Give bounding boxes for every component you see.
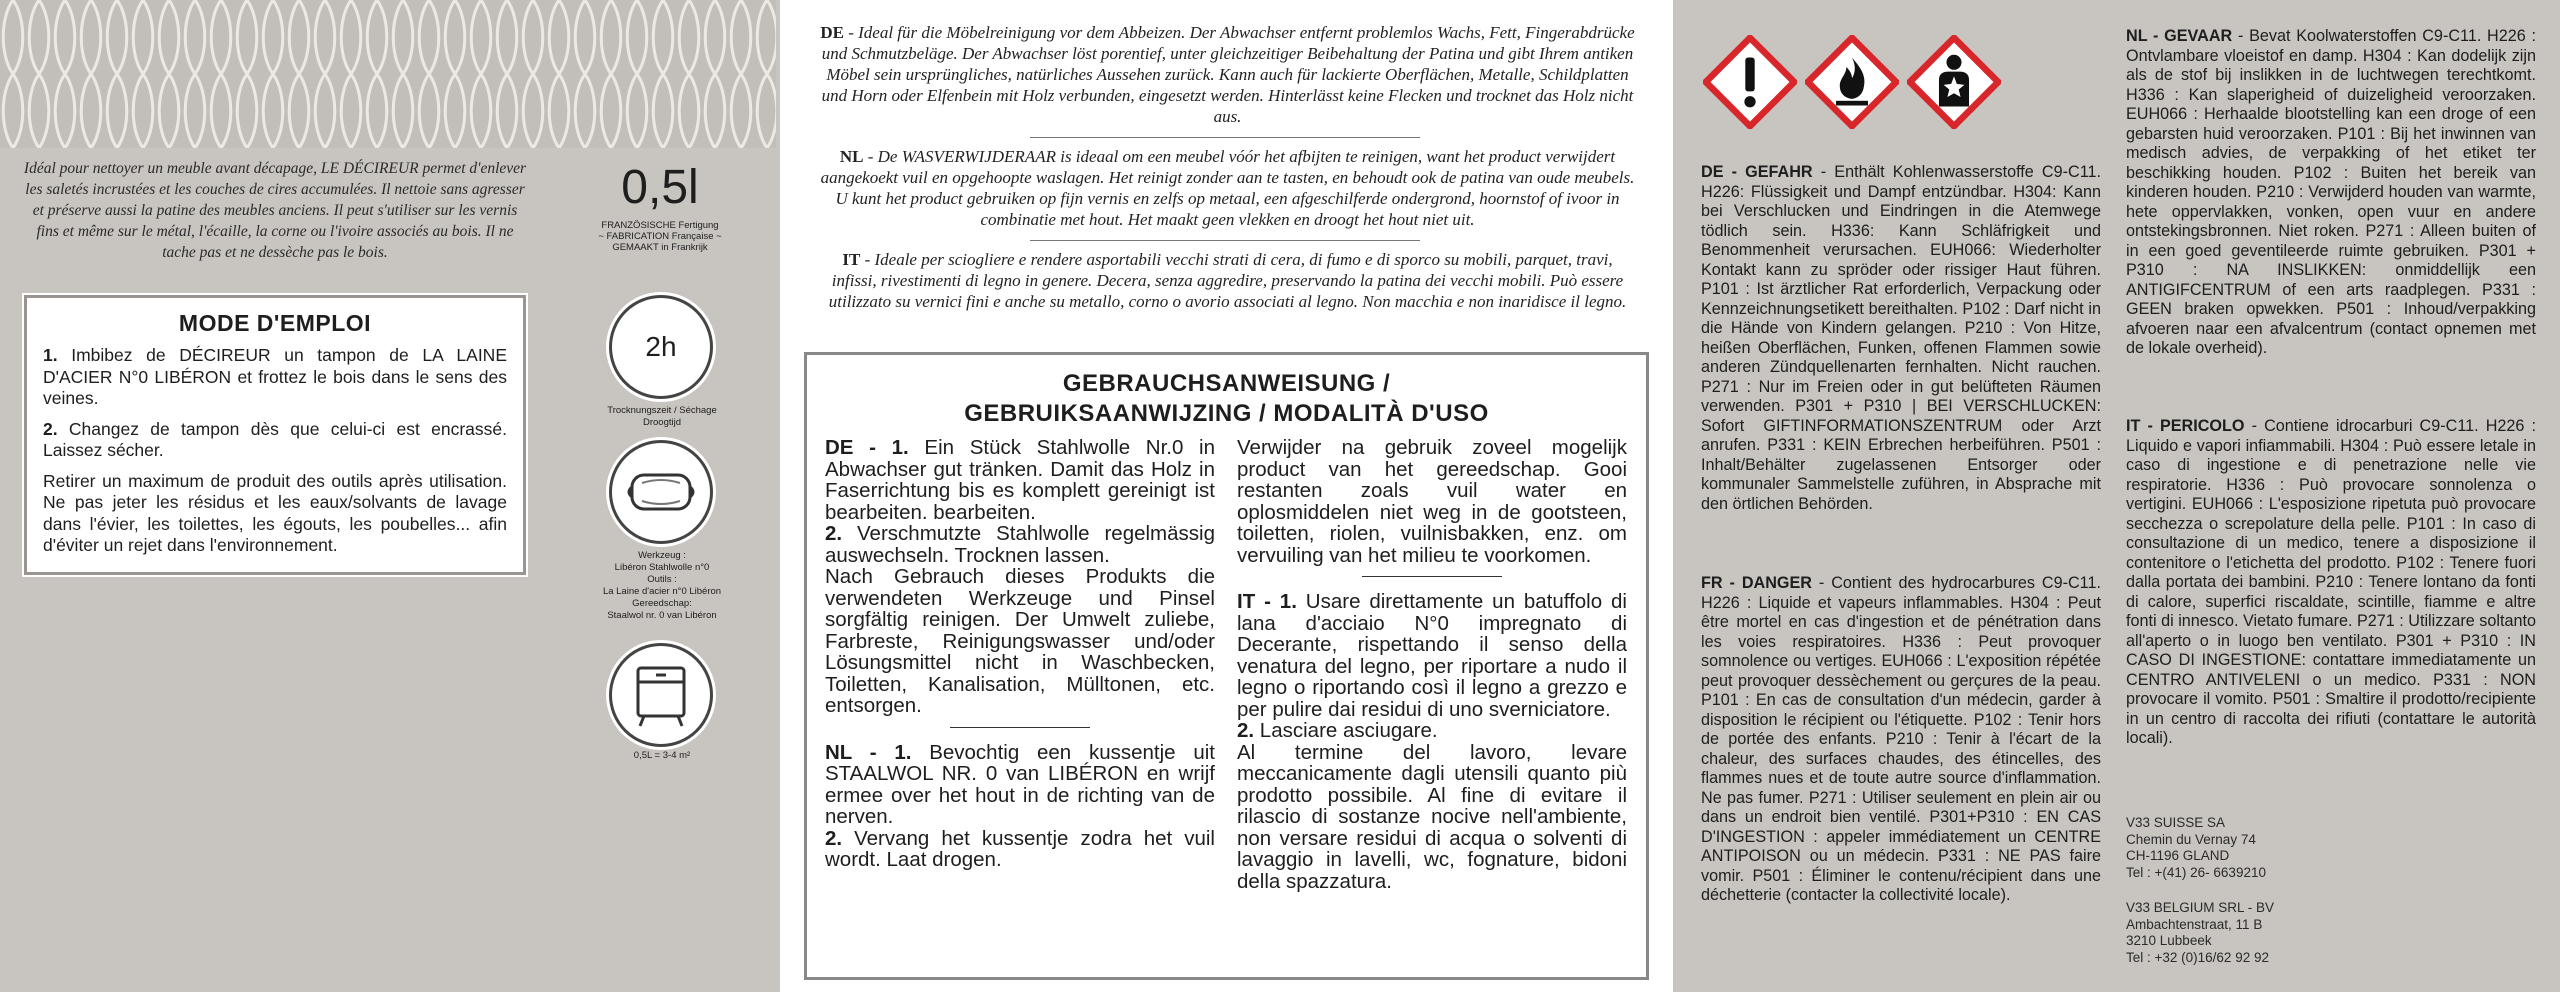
- de-description-text: - Ideal für die Möbelreinigung vor dem Abbeizen. Der Abwachser entfernt problemlos Wachs, Fett, Fingerabdrücke und Schmutzbeläge. Der Abwachser löst porentief, unter gleichzeitiger Beibehaltung der Patina und gibt Ihrem antiken Möbel sein ursprüngliches, natürliches Aussehen zurück. Kann auch für lackierte Oberflächen, Metalle, Schildplatten und Horn oder Elfenbein mit Holz verbunden, eingesetzt werden. Hinterlässt keine Flecken und trocknet das Holz nicht aus.: [821, 23, 1635, 126]
- hazard-label-nl: NL - GEVAAR: [2126, 27, 2233, 45]
- health-hazard-icon: [1907, 35, 2001, 129]
- nl-step-1-label: NL - 1.: [825, 740, 912, 764]
- tool-caption-line4: La Laine d'acier n°0 Libéron: [602, 586, 722, 597]
- made-in-france-label: [565, 220, 755, 253]
- hazard-body-nl: - Bevat Koolwaterstoffen C9-C11. H226 : Ontvlambare vloeistof en damp. H304 : Kan dodelijk zijn als de stof bij inslikken in de luchtwegen terechtkomt. H336 : Kan slaperigheid of duizeligheid veroorzaken. EUH066 : Herhaalde blootstelling kan een droge of een gebarsten huid veroorzaken. P101 : Bij het inwinnen van medisch advies, de verpakking of het etiket ter beschikking houden. P102 : Buiten het bereik van kinderen houden. P210 : Verwijderd houden van warmte, hete oppervlakken, vonken, open vuur en andere ontstekingsbronnen. Niet roken. P271 : Alleen buiten of in een goed geventileerde ruimte gebruiken. P301 + P310 : NA INSLIKKEN: onmiddellijk een ANTIGIFCENTRUM of een arts raadplegen. P331 : GEEN braken opwekken. P501 : Inhoud/verpakking afvoeren naar een afvalcentrum (contact opnemen met de lokale overheid).: [2126, 27, 2536, 357]
- usage-column-right: [1237, 437, 1627, 892]
- de-step-1-text: Ein Stück Stahlwolle Nr.0 in Abwachser gut tränken. Damit das Holz in Faserrichtung bis es komplett gereinigt ist bearbeiten. bearbeiten.: [825, 436, 1215, 524]
- hazard-label-it: IT - PERICOLO: [2126, 417, 2245, 435]
- middle-panel: [780, 0, 1673, 992]
- drying-caption-line1: Trocknungszeit / Séchage: [607, 405, 717, 416]
- furniture-icon: [612, 646, 710, 744]
- mode-step-1: [43, 345, 507, 410]
- steel-wool-icon: [612, 443, 710, 541]
- address-suisse: [2126, 815, 2426, 881]
- hazard-pictograms: [1703, 35, 2001, 129]
- drying-time-caption: [570, 405, 754, 429]
- divider: [950, 727, 1090, 728]
- hazard-body-de: - Enthält Kohlenwasserstoffe C9-C11. H226: Flüssigkeit und Dampf entzündbar. H304: Kann bei Verschlucken und Eindringen in die Atemwege tödlich sein. H336: Kann Schläfrigkeit und Benommenheit verursachen. EUH066: Wiederholter Kontakt kann zu spröder oder rissiger Haut führen. P101 : Ist ärztlicher Rat erforderlich, Verpackung oder Kennzeichnungsetikett bereithalten. P102 : Darf nicht in die Hände von Kindern gelangen. P210 : Von Hitze, heißen Oberflächen, Funken, offenen Flammen sowie anderen Zündquellenarten fernhalten. Nicht rauchen. P271 : Nur im Freien oder in gut belüfteten Räumen verwenden. P301 + P310 | BEI VERSCHLUCKEN: Sofort GIFTINFORMATIONSZENTRUM oder Arzt anrufen. P331 : KEIN Erbrechen herbeiführen. P501 : Inhalt/Behälter zugelassenen Entsorger oder kommunaler Sammelstelle zuführen, in Absprache mit den örtlichen Behörden.: [1701, 163, 2101, 513]
- nl-tag: NL: [839, 147, 864, 166]
- nl-step-1-text: Bevochtig een kussentje uit STAALWOL NR. 0 van LIBÉRON en wrijf ermee over het hout in de richting van de nerven.: [825, 740, 1215, 828]
- usage-title-line2: GEBRUIKSAANWIJZING / MODALITÀ D'USO: [964, 400, 1489, 427]
- address-phone: Tel : +(41) 26- 6639210: [2126, 864, 2266, 880]
- it-step-2-text: Lasciare asciugare.: [1254, 719, 1438, 742]
- address-line: Ambachtenstraat, 11 B: [2126, 916, 2263, 932]
- de-step-2: [825, 523, 1215, 566]
- de-tag: DE: [820, 23, 844, 42]
- de-step-1: [825, 437, 1215, 523]
- divider: [1030, 137, 1420, 138]
- hazard-label-de: DE - GEFAHR: [1701, 163, 1813, 181]
- nl-step-2-label: 2.: [825, 826, 843, 850]
- right-panel: [1673, 0, 2560, 992]
- step-1-text: Imbibez de DÉCIREUR un tampon de LA LAINE D'ACIER N°0 LIBÉRON et frottez le bois dans le sens des veines.: [43, 345, 507, 408]
- nl-step-1: [825, 742, 1215, 828]
- made-line-nl: GEMAAKT in Frankrijk: [612, 242, 708, 253]
- tool-caption-line1: Werkzeug :: [638, 550, 686, 561]
- mode-emploi-box: [24, 295, 526, 575]
- hazard-text-fr: [1701, 574, 2101, 906]
- hazard-label-fr: FR - DANGER: [1701, 574, 1812, 592]
- decorative-wave-pattern: [0, 0, 776, 148]
- it-step-1: [1237, 591, 1627, 720]
- exclamation-mark-icon: [1703, 35, 1797, 129]
- nl-step-2-text: Vervang het kussentje zodra het vuil wordt. Laat drogen.: [825, 826, 1215, 871]
- tool-badge: [609, 440, 713, 544]
- address-line: CH-1196 GLAND: [2126, 848, 2230, 863]
- it-description-text: - Ideale per sciogliere e rendere asportabili vecchi strati di cera, di fumo e di sporco su mobili, parquet, travi, infissi, rivestimenti di legno in genere. Decera, senza aggredire, preservando la patina dei vecchi mobili. Può essere utilizzato su vernici fini e anche su metallo, corno o avorio associati al legno. Non macchia e non inaridisce il legno.: [828, 250, 1627, 311]
- de-step-2-label: 2.: [825, 522, 843, 545]
- hazard-text-nl: [2126, 27, 2536, 359]
- usage-title: [825, 369, 1628, 429]
- drying-time-badge: [609, 295, 713, 399]
- it-step-2-label: 2.: [1237, 719, 1255, 742]
- mode-step-2: [43, 419, 507, 462]
- step-2-text: Changez de tampon dès que celui-ci est encrassé. Laissez sécher.: [43, 418, 507, 460]
- it-note: Al termine del lavoro, levare meccanicamente dagli utensili quanto più prodotto possibile. Al fine di evitare il rilascio di sostanze nocive nell'ambiente, non versare residui di acqua o solventi di lavaggio in lavelli, wc, fognature, bidoni della spazzatura.: [1237, 740, 1627, 893]
- de-step-2-text: Verschmutzte Stahlwolle regelmässig auswechseln. Trocknen lassen.: [825, 522, 1215, 567]
- volume-block: [565, 162, 755, 253]
- left-panel: [0, 0, 780, 992]
- hazard-text-de: [1701, 163, 2101, 514]
- step-1-number: 1.: [43, 345, 58, 365]
- address-phone: Tel : +32 (0)16/62 92 92: [2126, 949, 2269, 965]
- made-line-fr: ~ FABRICATION Française ~: [598, 231, 722, 242]
- volume-label: 0,5l: [621, 161, 699, 214]
- flame-icon: [1805, 35, 1899, 129]
- address-line: V33 SUISSE SA: [2126, 815, 2226, 830]
- address-line: 3210 Lubbeek: [2126, 933, 2212, 948]
- tool-caption-line5: Gereedschap:: [632, 598, 692, 609]
- description-de: [820, 22, 1635, 127]
- usage-instructions-box: [804, 352, 1649, 980]
- product-description-fr: Idéal pour nettoyer un meuble avant décapage, LE DÉCIREUR permet d'enlever les saletés incrustées et les couches de cires accumulées. Il nettoie sans agresser et préserve aussi la patine des meubles anciens. Il peut s'utiliser sur les vernis fins et même sur le métal, l'écaille, la corne ou l'ivoire associés au bois. Il ne tache pas et ne dessèche pas le bois.: [23, 160, 527, 261]
- nl-note: Verwijder na gebruik zoveel mogelijk product van het gereedschap. Gooi restanten zoals vuil water en oplosmiddelen niet weg in de gootsteen, toiletten, riolen, vuilnisbakken, enz. om vervuiling van het milieu te voorkomen.: [1237, 436, 1627, 567]
- tool-caption-line2: Libéron Stahlwolle n°0: [614, 562, 710, 573]
- tool-caption: [570, 550, 754, 622]
- hazard-body-it: - Contiene idrocarburi C9-C11. H226 : Liquido e vapori infiammabili. H304 : Può essere letale in caso di ingestione e di penetrazione nelle vie respiratorie. H336 : Può provocare sonnolenza o vertigini. EUH066 : L'esposizione ripetuta può provocare secchezza o screpolature della pelle. P101 : In caso di consultazione di un medico, tenere a disposizione il contenitore o l'etichetta del prodotto. P102 : Tenere fuori dalla portata dei bambini. P210 : Tenere lontano da fonti di calore, superfici riscaldate, scintille, fiamme e altre fonti di innesco. Vietato fumare. P271 : Utilizzare soltanto all'aperto o in luogo ben ventilato. P301 + P310 : IN CASO DI INGESTIONE: contattare immediatamente un CENTRO ANTIVELENI o un medico. P331 : NON provocare il vomito. P501 : Smaltire il prodotto/recipiente in un centro di raccolta dei rifiuti (contattare le autorità locali).: [2126, 417, 2537, 747]
- nl-step-2: [825, 828, 1215, 871]
- it-tag: IT: [842, 250, 861, 269]
- mode-emploi-title: MODE D'EMPLOI: [178, 310, 372, 336]
- hazard-body-fr: - Contient des hydrocarbures C9-C11. H226 : Liquide et vapeurs inflammables. H304 : Peut être mortel en cas d'ingestion et de pénétration dans les voies respiratoires. H336 : Peut provoquer somnolence ou vertiges. EUH066 : L'exposition répétée peut provoquer dessèchement ou gerçures de la peau. P101 : En cas de consultation d'un médecin, garder à disposition le récipient ou l'étiquette. P102 : Tenir hors de portée des enfants. P210 : Tenir à l'écart de la chaleur, des surfaces chaudes, des étincelles, des flammes nues et de toute autre source d'inflammation. Ne pas fumer. P271 : Utiliser seulement en plein air ou dans un endroit bien ventilé. P301+P310 : EN CAS D'INGESTION : appeler immédiatement un CENTRE ANTIPOISON ou un médecin. P331 : NE PAS faire vomir. P501 : Éliminer le contenu/récipient dans une déchetterie (contacter la collectivité locale).: [1701, 574, 2101, 904]
- step-2-number: 2.: [43, 418, 58, 439]
- description-it: [820, 249, 1635, 312]
- usage-title-line1: GEBRAUCHSANWEISUNG /: [1062, 370, 1391, 397]
- made-line-de: FRANZÖSISCHE Fertigung: [601, 220, 719, 231]
- divider: [1030, 240, 1420, 241]
- tool-caption-line6: Staalwol nr. 0 van Libéron: [607, 610, 717, 621]
- drying-time-value: 2h: [645, 331, 677, 362]
- de-note: Nach Gebrauch dieses Produkts die verwendeten Werkzeuge und Pinsel sorgfältig reinigen. Der Umwelt zuliebe, Farbreste, Reinigungswasser und/oder Lösungsmittel nicht in Waschbecken, Toiletten, Kanalisation, Mülltonen, etc. entsorgen.: [825, 565, 1215, 717]
- usage-columns: [825, 437, 1628, 892]
- description-nl: [820, 146, 1635, 230]
- tool-caption-line3: Outils :: [647, 574, 677, 585]
- it-step-1-text: Usare direttamente un batuffolo di lana d'acciaio N°0 impregnato di Decerante, rispettando il senso della venatura del legno, per riportare a nudo il legno o riportando così il legno a grezzo e per pulire dai residui di uno sverniciatore.: [1237, 590, 1627, 721]
- usage-column-left: [825, 437, 1215, 892]
- mode-note: Retirer un maximum de produit des outils après utilisation. Ne pas jeter les résidus et les eaux/solvants de lavage dans l'évier, les toilettes, les égouts, les poubelles... afin d'éviter un rejet dans l'environnement.: [43, 470, 507, 555]
- address-belgium: [2126, 900, 2426, 966]
- it-step-1-label: IT - 1.: [1237, 590, 1297, 613]
- coverage-caption: 0,5L = 3-4 m²: [633, 750, 691, 761]
- it-step-2: [1237, 720, 1627, 742]
- nl-description-text: - De WASVERWIJDERAAR is ideaal om een meubel vóór het afbijten te reinigen, want het product verwijdert aangekoekt vuil en opgehoopte waslagen. Het reinigt zonder aan te tasten, en behoudt ook de patina van oude meubels. U kunt het product gebruiken op fijn vernis en zelfs op metaal, een afgeschilferde ondergrond, hoornstof of ivoor in combinatie met hout. Het maakt geen vlekken en droogt het hout niet uit.: [820, 147, 1635, 229]
- address-line: V33 BELGIUM SRL - BV: [2126, 900, 2275, 915]
- de-step-1-label: DE - 1.: [825, 436, 909, 459]
- address-line: Chemin du Vernay 74: [2126, 831, 2256, 847]
- drying-caption-line2: Droogtijd: [642, 417, 682, 428]
- coverage-badge: [609, 643, 713, 747]
- divider: [1362, 576, 1502, 577]
- hazard-text-it: [2126, 417, 2536, 749]
